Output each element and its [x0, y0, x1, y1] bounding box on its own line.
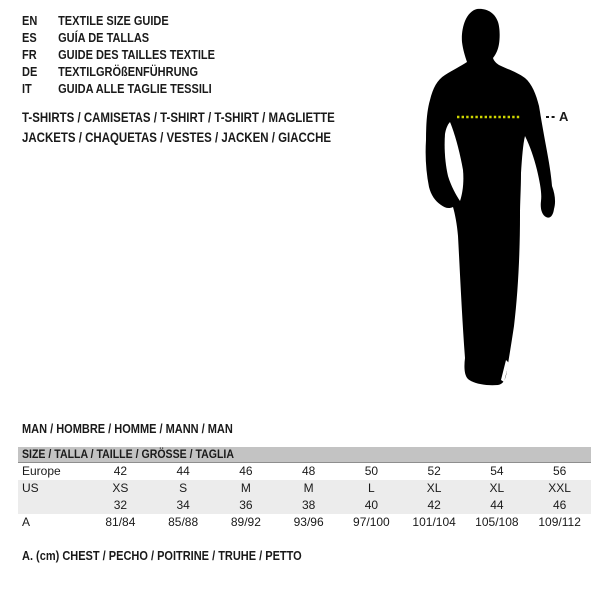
- table-cell: 93/96: [293, 515, 324, 529]
- language-code: EN: [22, 14, 38, 28]
- table-cell: 46: [552, 498, 567, 512]
- table-cell: 54: [490, 464, 504, 478]
- language-label: GUIDE DES TAILLES TEXTILE: [58, 48, 215, 62]
- language-code: FR: [22, 48, 37, 62]
- row-label: Europe: [22, 464, 61, 478]
- table-cell: XL: [489, 481, 505, 495]
- language-label: GUIDA ALLE TAGLIE TESSILI: [58, 82, 212, 96]
- table-cell: 48: [301, 464, 316, 478]
- language-list: [22, 13, 241, 98]
- table-cell: 81/84: [105, 515, 136, 529]
- table-cell: 40: [364, 498, 379, 512]
- row-label: [18, 497, 89, 514]
- table-cell: 89/92: [230, 515, 261, 529]
- table-cell: L: [368, 481, 375, 495]
- table-cell: 46: [239, 464, 253, 478]
- table-cell: 105/108: [475, 515, 519, 529]
- garment-categories: [22, 108, 390, 148]
- language-code: ES: [22, 31, 37, 45]
- category-tshirts: T-SHIRTS / CAMISETAS / T-SHIRT / T-SHIRT / MAGLIETTE: [22, 110, 335, 125]
- language-code: DE: [22, 65, 38, 79]
- language-label: TEXTILE SIZE GUIDE: [58, 14, 169, 28]
- table-cell: 85/88: [168, 515, 199, 529]
- table-cell: 101/104: [412, 515, 456, 529]
- language-label: GUÍA DE TALLAS: [58, 31, 150, 45]
- table-cell: 97/100: [353, 515, 390, 529]
- section-title-man: MAN / HOMBRE / HOMME / MANN / MAN: [22, 422, 233, 436]
- table-cell: XXL: [548, 481, 571, 495]
- table-row-chest-cm: [18, 514, 591, 531]
- row-label: US: [22, 481, 39, 495]
- table-cell: 32: [113, 498, 128, 512]
- measure-label-a: A: [559, 109, 569, 124]
- table-cell: 52: [427, 464, 441, 478]
- table-cell: XS: [112, 481, 129, 495]
- table-cell: 38: [301, 498, 316, 512]
- language-row-it: [22, 81, 215, 98]
- man-silhouette-body: [426, 9, 555, 385]
- language-row-fr: [22, 47, 215, 64]
- size-table-header: [18, 447, 591, 463]
- table-cell: M: [240, 481, 251, 495]
- table-cell: 50: [364, 464, 379, 478]
- table-cell: 109/112: [538, 515, 581, 529]
- category-jackets: JACKETS / CHAQUETAS / VESTES / JACKEN / GIACCHE: [22, 130, 332, 145]
- size-table: [18, 447, 591, 531]
- language-label: TEXTILGRÖßENFÜHRUNG: [58, 65, 199, 79]
- table-cell: 44: [176, 464, 190, 478]
- language-row-es: [22, 30, 215, 47]
- table-cell: 42: [427, 498, 441, 512]
- table-row-us: [18, 480, 591, 497]
- measurement-footnote: A. (cm) CHEST / PECHO / POITRINE / TRUHE / PETTO: [22, 549, 302, 563]
- table-cell: 36: [239, 498, 253, 512]
- language-row-de: [22, 64, 215, 81]
- table-cell: S: [179, 481, 188, 495]
- table-row-europe: [18, 463, 591, 480]
- man-silhouette: [415, 8, 565, 394]
- table-cell: M: [303, 481, 314, 495]
- language-row-en: [22, 13, 215, 30]
- table-cell: 42: [113, 464, 128, 478]
- language-code: IT: [22, 82, 32, 96]
- table-cell: 34: [176, 498, 190, 512]
- row-label: A: [22, 515, 31, 529]
- table-cell: 56: [552, 464, 567, 478]
- table-cell: 44: [490, 498, 504, 512]
- table-row-us-numeric: [18, 497, 591, 514]
- size-table-header-label: SIZE / TALLA / TAILLE / GRÖSSE / TAGLIA: [22, 447, 234, 461]
- table-cell: XL: [426, 481, 442, 495]
